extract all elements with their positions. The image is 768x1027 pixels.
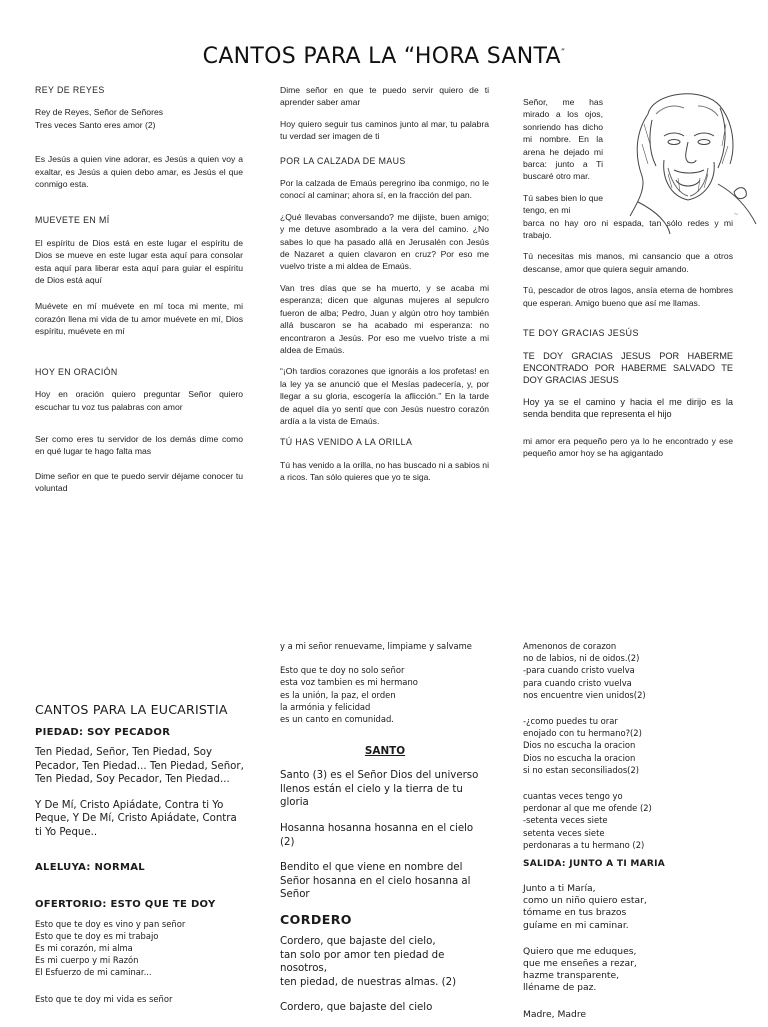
section-title-cordero: CORDERO: [280, 911, 352, 927]
salida-verse-2: Quiero que me eduques, que me enseñes a rezar, hazme transparente, lléname de paz.: [523, 945, 637, 994]
section-title-gracias: TE DOY GRACIAS JESÚS: [523, 328, 639, 339]
section-title-santo: SANTO: [364, 745, 406, 758]
rey-verse-2: Es Jesús a quien vine adorar, es Jesús a quien voy a exaltar, es Jesús a quien debo amar, es Jesús el que conmigo esta.: [35, 154, 243, 190]
cordero-verse-1: Cordero, que bajaste del cielo, tan solo por amor ten piedad de nosotros, ten piedad, de nuestras almas. (2): [280, 935, 457, 988]
section-title-ofertorio: OFERTORIO: ESTO QUE TE DOY: [35, 898, 216, 910]
col3-verse-3: Tú necesitas mis manos, mi cansancio que a otros descanse, amor que quiera seguir amando.: [523, 251, 733, 274]
piedad-verse-1: Ten Piedad, Señor, Ten Piedad, Soy Pecador, Ten Piedad... Ten Piedad, Señor, Ten Piedad, Soy Pecador, Ten Piedad...: [35, 747, 244, 786]
ofertorio-verse-1: Esto que te doy es vino y pan señor Esto que te doy es mi trabajo Es mi corazón, mi alma Es mi cuerpo y mi Razón El Esfuerzo de mi caminar...: [35, 918, 186, 978]
hoy-verse-2: Ser como eres tu servidor de los demás dime como en qué lugar te hago falta mas: [35, 433, 243, 457]
ofertorio-verse-2: Esto que te doy mi vida es señor: [35, 993, 173, 1004]
col3-verse-1: Señor, me has mirado a los ojos, sonriendo has dicho mi nombre. En la arena he dejado mi barca: junto a Ti buscaré otro mar.: [523, 97, 603, 182]
section-title-eucaristia: CANTOS PARA LA EUCARISTIA: [35, 702, 228, 717]
page-title: [0, 44, 768, 69]
calzada-verse-2: ¿Qué llevabas conversando? me dijiste, buen amigo; y me detuve asombrado a la vera del camino. ¿No sabes lo que ha pasado allá en Jerusalén con Jesús de Nazaret a quien clavaron en cruz? Por eso me vuelvo triste a mi aldea de Emaús.: [280, 211, 489, 272]
hoy-verse-1: Hoy en oración quiero preguntar Señor quiero escuchar tu voz tus palabras con amor: [35, 389, 243, 412]
gracias-verse-3: mi amor era pequeño pero ya lo he encontrado y ese pequeño amor hoy se ha agigantado: [523, 435, 733, 458]
section-title-rey-de-reyes: REY DE REYES: [35, 85, 105, 95]
section-title-orilla: TÚ HAS VENIDO A LA ORILLA: [280, 437, 413, 448]
bottom-column-3: [523, 640, 738, 1027]
muevete-verse-2: Muévete en mí muévete en mí toca mi mente, mi corazón llena mi vida de tu amor muévete en mí, Dios espíritu, muévete en mí: [35, 301, 243, 337]
santo-verse-1: Santo (3) es el Señor Dios del universo llenos están el cielo y la tierra de tu gloria: [280, 770, 479, 809]
svg-text:~: ~: [734, 212, 739, 218]
calzada-verse-3: Van tres días que se ha muerto, y se acaba mi esperanza; dicen que algunas mujeres al sepulcro fueron de alba; Pedro, Juan y algún otro hoy también allá buscaron se ha acabado mi esperanza: no encontraron a Jesús. Por eso me vuelvo triste a mi aldea de Emaús.: [280, 282, 489, 355]
rey-verse-1: Rey de Reyes, Señor de Señores Tres veces Santo eres amor (2): [35, 107, 164, 130]
column-1: [35, 84, 243, 504]
piedad-verse-2: Y De Mí, Cristo Apiádate, Contra ti Yo Peque, Y De Mí, Cristo Apiádate, Contra ti Yo Peque..: [35, 799, 237, 838]
section-title-calzada: POR LA CALZADA DE MAUS: [280, 155, 406, 166]
bottom-column-1: [35, 702, 245, 1011]
ofertorio-verse-3: y a mi señor renuevame, limpiame y salvame: [280, 641, 472, 651]
orilla-verse-1: Tú has venido a la orilla, no has buscado ni a sabios ni a ricos. Tan sólo quieres que yo te siga.: [280, 459, 489, 483]
col2-verse-1: Dime señor en que te puedo servir quiero de ti aprender saber amar: [280, 85, 489, 108]
col3-verse-2b: barca no hay oro ni espada, tan sólo redes y mi trabajo.: [523, 217, 733, 241]
gracias-verse-1: TE DOY GRACIAS JESUS POR HABERME ENCONTRADO POR HABERME SALVADO TE DOY GRACIAS JESUS: [523, 350, 733, 386]
col2-verse-2: Hoy quiero seguir tus caminos junto al mar, tu palabra tu verdad ser imagen de ti: [280, 118, 489, 142]
salida-verse-3: Madre, Madre: [523, 1008, 587, 1020]
hoy-verse-3: Dime señor en que te puedo servir déjame conocer tu voluntad: [35, 470, 243, 494]
page-title-text: CANTOS PARA LA “HORA SANTA: [202, 44, 561, 69]
cordero-verse-2: Cordero, que bajaste del cielo: [280, 1002, 433, 1014]
bottom-right-verse-2: -¿como puedes tu orar enojado con tu hermano?(2) Dios no escucha la oracion Dios no escucha la oracion si no estan seconsiliados(2): [523, 716, 642, 775]
col3-verse-4: Tú, pescador de otros lagos, ansía eterna de hombres que esperan. Amigo bueno que así me llamas.: [523, 285, 733, 308]
section-title-muevete: MUEVETE EN MÍ: [35, 215, 110, 226]
bottom-column-2: [280, 640, 490, 1025]
page-title-mark: ”: [560, 47, 566, 57]
calzada-verse-4: “¡Oh tardios corazones que ignoráis a los profetas! en la ley ya se anunció que el Mesías padecería, y, por llegar a su gloria, escogería la aflicción.” En la tarde de aquel día yo sentí que con Jesús nuestro corazón ardía a la vista de Emaús.: [280, 366, 489, 426]
col3-verse-2a: Tú sabes bien lo que tengo, en mi: [523, 192, 603, 216]
section-title-aleluya: ALELUYA: NORMAL: [35, 861, 145, 873]
section-title-hoy-en-oracion: HOY EN ORACIÓN: [35, 366, 118, 377]
jesus-portrait-image: [608, 84, 760, 234]
gracias-verse-2: Hoy ya se el camino y hacia el me dirijo es la senda bendita que representa el hijo: [523, 396, 733, 420]
bottom-right-verse-1: Amenonos de corazon no de labios, ni de oidos.(2) -para cuando cristo vuelva para cuando cristo vuelva nos encuentre vien unidos(2): [523, 641, 646, 700]
ofertorio-verse-4: Esto que te doy no solo señor esta voz tambien es mi hermano es la unión, la paz, el orden la armónia y felicidad es un canto en comunidad.: [280, 665, 418, 725]
section-title-piedad: PIEDAD: SOY PECADOR: [35, 727, 171, 738]
bottom-right-verse-3: cuantas veces tengo yo perdonar al que me ofende (2) -setenta veces siete setenta veces siete perdonaras a tu hermano (2): [523, 791, 652, 850]
calzada-verse-1: Por la calzada de Emaús peregrino iba conmigo, no le conocí al caminar; ahora sí, en la fracción del pan.: [280, 178, 489, 201]
section-title-salida: SALIDA: JUNTO A TI MARIA: [523, 859, 666, 870]
salida-verse-1: Junto a ti María, como un niño quiero estar, tómame en tus brazos guíame en mi caminar.: [523, 883, 647, 931]
santo-verse-3: Bendito el que viene en nombre del Señor hosanna en el cielo hosanna al Señor: [280, 862, 471, 901]
santo-verse-2: Hosanna hosanna hosanna en el cielo (2): [280, 823, 474, 848]
column-2: [280, 84, 489, 493]
muevete-verse-1: El espíritu de Dios está en este lugar el espíritu de Dios se mueve en este lugar esta aquí para consolar esta aquí para liberar esta aquí para guiar el espíritu de Dios está aquí: [35, 237, 243, 286]
